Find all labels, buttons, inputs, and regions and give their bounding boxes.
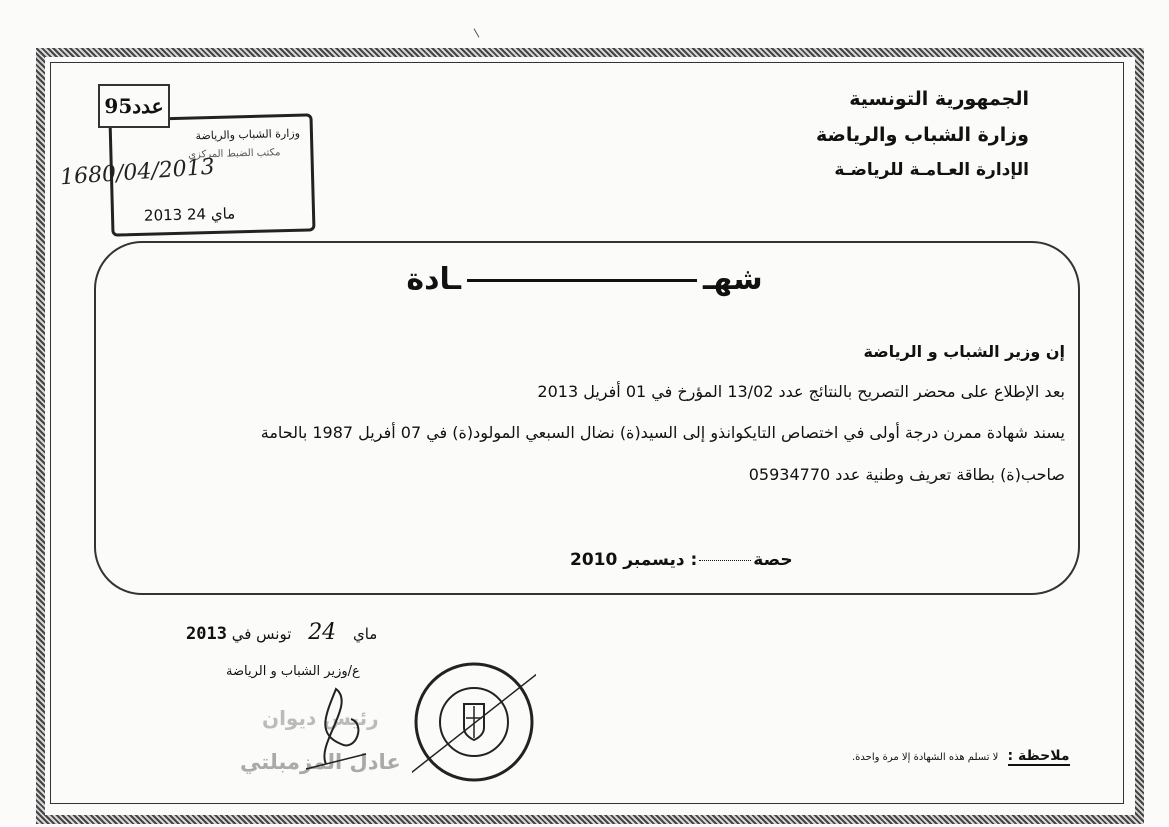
letterhead [816, 88, 1029, 180]
stamp-ministry: وزارة الشباب والرياضة [195, 126, 301, 143]
promotion-label: حصة [753, 550, 793, 570]
promotion-value: ديسمبر 2010 [570, 550, 685, 570]
footnote [852, 748, 1070, 764]
id-card-line: صاحب(ة) بطاقة تعريف وطنية عدد 05934770 [748, 465, 1065, 484]
republic-name: الجمهورية التونسية [849, 88, 1029, 110]
issue-day: 24 [308, 620, 337, 645]
stamp-office: مكتب الضبط المركزي [188, 147, 281, 161]
title-stretch [467, 279, 697, 282]
issue-date [186, 620, 377, 645]
certificate-title [0, 262, 1169, 297]
issue-place: تونس في [231, 625, 292, 643]
title-end: ـادة [406, 262, 462, 297]
stamp-number: عدد95 [98, 84, 170, 128]
scan-mark [474, 28, 480, 37]
reference-line: بعد الإطلاع على محضر التصريح بالنتائج عدد 13/02 المؤرخ في 01 أفريل 2013 [537, 382, 1065, 401]
signatory-title: ع/وزير الشباب و الرياضة [226, 664, 360, 679]
minister-line: إن وزير الشباب و الرياضة [863, 342, 1065, 361]
note-text: لا تسلم هذه الشهادة إلا مرة واحدة. [852, 752, 999, 763]
ministry-name: وزارة الشباب والرياضة [815, 124, 1029, 146]
issue-year: 2013 [186, 624, 227, 644]
signatory-role: رئيس ديوان [262, 706, 379, 730]
note-label: ملاحظة : [1007, 748, 1070, 764]
issue-month: ماي [352, 625, 378, 643]
signatory-name: عادل المزمبلتي [240, 750, 401, 774]
promotion-dash [699, 560, 751, 561]
stamp-date: 2013 ماي 24 [143, 204, 236, 225]
official-seal [412, 660, 536, 784]
handwritten-signature [296, 684, 376, 774]
directorate-name: الإدارة العـامـة للرياضـة [834, 160, 1029, 180]
handwritten-reference: 1680/04/2013 [59, 154, 216, 191]
title-start: شهـ [703, 262, 763, 297]
promotion: حصة: ديسمبر 2010 [570, 550, 793, 570]
award-line: يسند شهادة ممرن درجة أولى في اختصاص التايكوانذو إلى السيد(ة) نضال السبعي المولود(ة) في 07 أفريل 1987 بالحامة [260, 423, 1065, 442]
